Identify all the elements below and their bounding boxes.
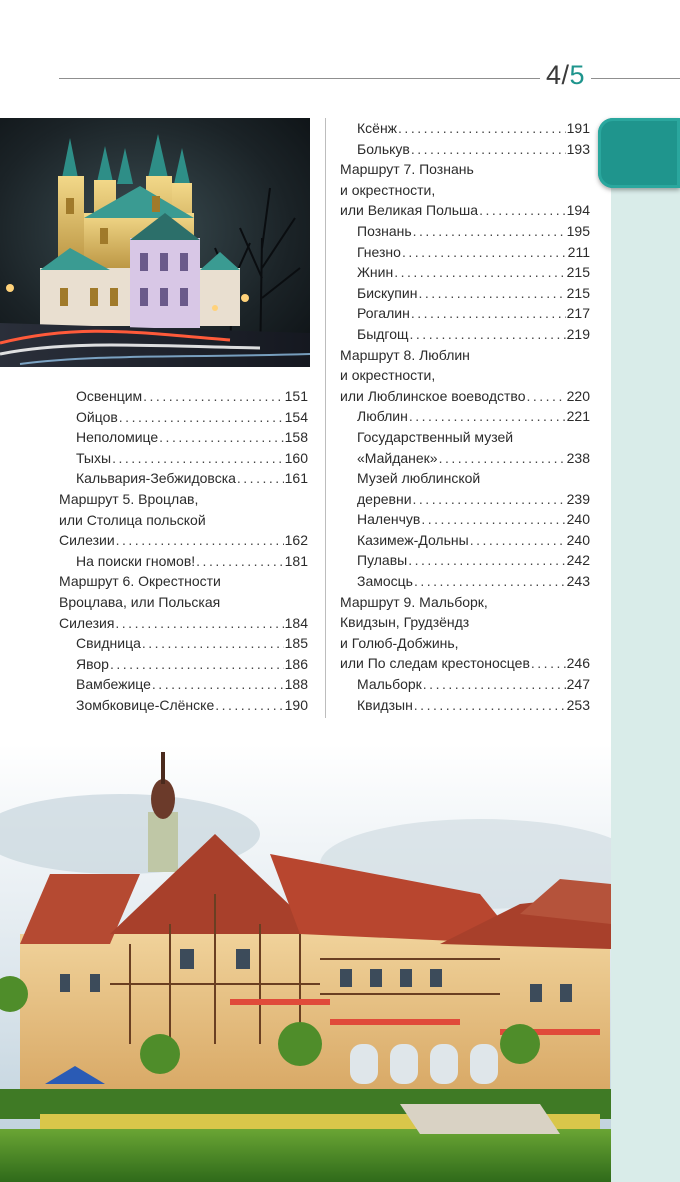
- toc-entry: [59, 674, 308, 695]
- toc-page-number: 215: [566, 264, 590, 281]
- toc-dot-leader: [470, 530, 566, 551]
- toc-dot-leader: [143, 386, 283, 407]
- toc-entry-title: Неполомице: [76, 429, 159, 446]
- toc-entry-title: Зомбковице-Слёнске: [76, 696, 215, 713]
- toc-entry: [340, 345, 590, 407]
- toc-entry: [340, 221, 590, 242]
- toc-entry-title: Вамбежице: [76, 676, 151, 693]
- toc-entry: [340, 283, 590, 304]
- toc-entry: [59, 448, 308, 469]
- toc-entry-title: или Великая Польша: [340, 202, 479, 219]
- toc-entry-title: или По следам крестоносцев: [340, 655, 530, 672]
- toc-entry-title: На поиски гномов!: [76, 552, 196, 569]
- toc-page-number: 247: [566, 676, 590, 693]
- toc-heading-line: и Голюб-Добжинь,: [340, 634, 459, 651]
- toc-dot-leader: [196, 551, 283, 572]
- toc-page-number: 195: [566, 222, 590, 239]
- toc-page-number: 239: [566, 490, 590, 507]
- page-total: 5: [569, 60, 586, 90]
- toc-page-number: 190: [284, 696, 308, 713]
- toc-page-number: 240: [566, 531, 590, 548]
- toc-dot-leader: [531, 653, 566, 674]
- toc-dot-leader: [439, 448, 566, 469]
- section-tab-marker: [598, 118, 680, 188]
- toc-entry: [59, 489, 308, 551]
- toc-entry-title: «Майданек»: [357, 449, 438, 466]
- toc-page-number: 253: [566, 696, 590, 713]
- toc-page-number: 220: [566, 387, 590, 404]
- toc-page-number: 181: [284, 552, 308, 569]
- toc-page-number: 188: [284, 676, 308, 693]
- toc-entry-title: Жнин: [357, 264, 394, 281]
- toc-entry: [59, 633, 308, 654]
- toc-entry: [340, 468, 590, 509]
- cathedral-night-photo: [0, 118, 310, 367]
- toc-entry: [340, 324, 590, 345]
- toc-entry: [340, 592, 590, 674]
- toc-heading-line: и окрестности,: [340, 181, 436, 198]
- toc-entry-title: Люблин: [357, 408, 408, 425]
- toc-dot-leader: [110, 654, 284, 675]
- toc-page-number: 194: [566, 202, 590, 219]
- page-separator: /: [561, 60, 570, 90]
- toc-heading-line: Квидзын, Грудзёндз: [340, 614, 470, 631]
- toc-page-number: 219: [566, 325, 590, 342]
- toc-entry: [340, 550, 590, 571]
- toc-page-number: 160: [284, 449, 308, 466]
- toc-entry: [340, 509, 590, 530]
- toc-dot-leader: [410, 324, 566, 345]
- toc-entry-title: Наленчув: [357, 511, 421, 528]
- toc-dot-leader: [413, 489, 566, 510]
- toc-entry-title: Кальвария-Зебжидовска: [76, 470, 236, 487]
- toc-entry: [340, 118, 590, 139]
- toc-dot-leader: [112, 448, 284, 469]
- toc-entry-title: Освенцим: [76, 388, 143, 404]
- toc-entry-title: Пулавы: [357, 552, 408, 569]
- toc-dot-leader: [411, 303, 566, 324]
- toc-page-number: 186: [284, 655, 308, 672]
- toc-entry: [340, 242, 590, 263]
- toc-entry: [59, 427, 308, 448]
- toc-entry-title: Гнезно: [357, 243, 401, 260]
- toc-entry: [59, 695, 308, 716]
- toc-page-number: 151: [284, 388, 308, 404]
- toc-entry-title: Ксёнж: [357, 120, 398, 136]
- toc-page-number: 215: [566, 284, 590, 301]
- toc-page-number: 162: [284, 532, 308, 549]
- toc-entry-title: Казимеж-Дольны: [357, 531, 469, 548]
- toc-dot-leader: [414, 695, 566, 716]
- toc-page-number: 191: [566, 120, 590, 136]
- toc-entry: [340, 571, 590, 592]
- toc-page-number: 217: [566, 305, 590, 322]
- page-indicator: [540, 58, 591, 92]
- toc-entry: [340, 406, 590, 427]
- toc-page-number: 221: [566, 408, 590, 425]
- column-divider: [325, 118, 326, 718]
- toc-right-column: [340, 118, 590, 715]
- toc-heading-line: Маршрут 7. Познань: [340, 161, 474, 178]
- toc-heading-line: и окрестности,: [340, 367, 436, 384]
- toc-entry-title: Бискупин: [357, 284, 418, 301]
- toc-entry: [59, 654, 308, 675]
- page-current: 4: [546, 60, 562, 90]
- toc-dot-leader: [142, 633, 284, 654]
- toc-heading-line: Маршрут 6. Окрестности: [59, 573, 221, 590]
- toc-entry: [340, 159, 590, 221]
- side-color-band: [611, 187, 680, 1182]
- toc-entry-title: Познань: [357, 222, 412, 239]
- toc-page-number: 211: [567, 243, 590, 260]
- toc-page-number: 238: [566, 449, 590, 466]
- toc-page-number: 246: [566, 655, 590, 672]
- toc-entry: [340, 139, 590, 160]
- toc-heading-line: Маршрут 5. Вроцлав,: [59, 490, 199, 507]
- toc-dot-leader: [116, 530, 284, 551]
- toc-dot-leader: [423, 674, 566, 695]
- toc-entry: [59, 551, 308, 572]
- toc-dot-leader: [479, 200, 566, 221]
- toc-heading-line: Маршрут 9. Мальборк,: [340, 593, 488, 610]
- toc-entry-title: Свидница: [76, 635, 141, 652]
- toc-entry-title: Мальборк: [357, 676, 422, 693]
- toc-dot-leader: [159, 427, 283, 448]
- toc-entry: [59, 571, 308, 633]
- toc-heading-line: Музей люблинской: [357, 470, 481, 487]
- toc-page-number: 184: [284, 614, 308, 631]
- toc-entry: [59, 386, 308, 407]
- toc-entry: [340, 427, 590, 468]
- toc-page-number: 193: [566, 140, 590, 157]
- toc-entry: [340, 674, 590, 695]
- toc-entry-title: Силезия: [59, 614, 115, 631]
- toc-entry: [59, 407, 308, 428]
- toc-heading-line: Маршрут 8. Люблин: [340, 346, 470, 363]
- toc-entry-title: Явор: [76, 655, 109, 672]
- toc-dot-leader: [115, 613, 283, 634]
- half-timbered-building-photo: [0, 744, 611, 1182]
- toc-dot-leader: [402, 242, 567, 263]
- toc-heading-line: Государственный музей: [357, 428, 514, 445]
- toc-entry-title: Силезии: [59, 532, 115, 549]
- toc-entry-title: Тыхы: [76, 449, 112, 466]
- toc-dot-leader: [413, 221, 566, 242]
- toc-entry: [59, 468, 308, 489]
- toc-dot-leader: [398, 118, 566, 139]
- toc-dot-leader: [408, 550, 565, 571]
- toc-dot-leader: [394, 262, 565, 283]
- toc-page-number: 154: [284, 408, 308, 425]
- toc-dot-leader: [152, 674, 284, 695]
- toc-entry-title: Быдгощ: [357, 325, 409, 342]
- toc-entry: [340, 530, 590, 551]
- toc-entry-title: Болькув: [357, 140, 410, 157]
- toc-heading-line: или Столица польской: [59, 511, 206, 528]
- toc-entry-title: Замосць: [357, 573, 413, 590]
- toc-entry-title: деревни: [357, 490, 412, 507]
- toc-page-number: 161: [284, 470, 308, 487]
- toc-dot-leader: [421, 509, 565, 530]
- toc-left-column: [59, 386, 308, 716]
- toc-dot-leader: [215, 695, 283, 716]
- toc-heading-line: Вроцлава, или Польская: [59, 593, 221, 610]
- toc-dot-leader: [418, 283, 565, 304]
- toc-entry-title: Квидзын: [357, 696, 413, 713]
- toc-entry: [340, 303, 590, 324]
- toc-entry: [340, 695, 590, 716]
- toc-page-number: 158: [284, 429, 308, 446]
- toc-page-number: 185: [284, 635, 308, 652]
- toc-entry-title: Ойцов: [76, 408, 118, 425]
- toc-page-number: 240: [566, 511, 590, 528]
- toc-entry-title: или Люблинское воеводство: [340, 387, 526, 404]
- toc-dot-leader: [411, 139, 566, 160]
- toc-entry-title: Рогалин: [357, 305, 410, 322]
- toc-page-number: 243: [566, 573, 590, 590]
- toc-dot-leader: [527, 386, 566, 407]
- toc-dot-leader: [414, 571, 566, 592]
- toc-dot-leader: [119, 407, 284, 428]
- toc-page-number: 242: [566, 552, 590, 569]
- toc-entry: [340, 262, 590, 283]
- toc-dot-leader: [409, 406, 566, 427]
- toc-dot-leader: [237, 468, 284, 489]
